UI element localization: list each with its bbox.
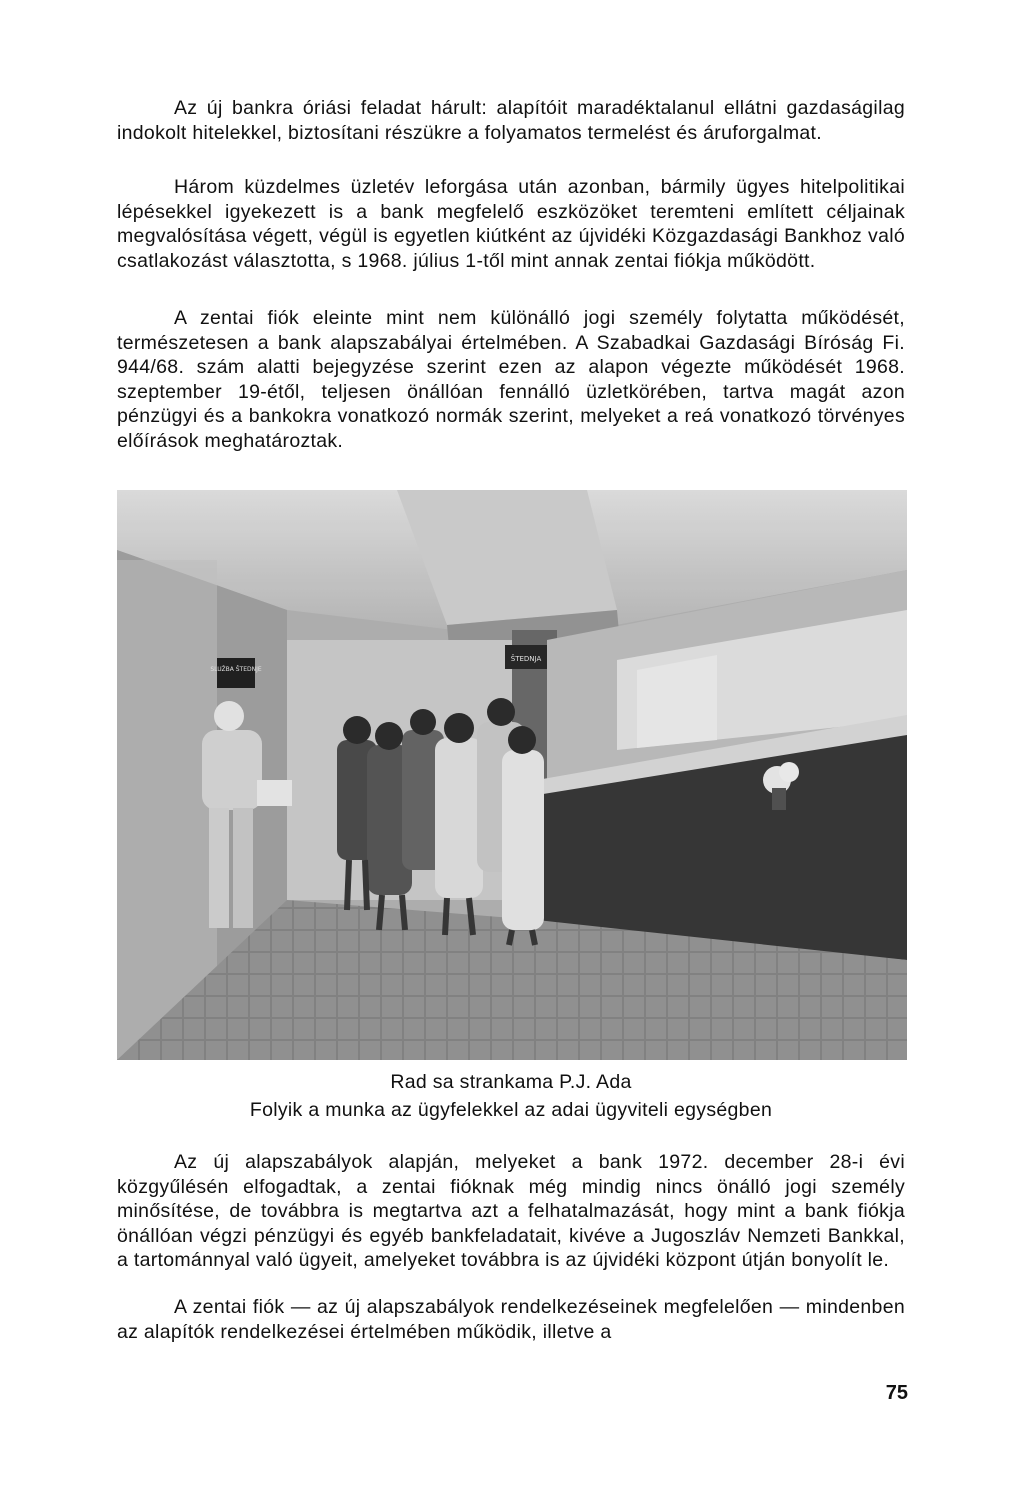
paragraph-2: Három küzdelmes üzletév leforgása után azonban, bármily ügyes hitelpolitikai lépésekkel igyekezett is a bank megfelelő eszközöket teremteni említett céljainak megvalósítása végett, végül is egyetlen kiútként az újvidéki Közgazdasági Bankhoz való csatlakozást választotta, s 1968. július 1-től mint annak zentai fiókja működött. [117, 176, 905, 272]
paragraph-3: A zentai fiók eleinte mint nem különálló jogi személy folytatta működését, természetesen a bank alapszabályai értelmében. A Szabadkai Gazdasági Bíróság Fi. 944/68. szám alatti bejegyzése szerint ezen az alapon végezte működését 1968. szeptember 19-étől, teljesen önállóan fennálló üzletkörében, tartva magát azon pénzügyi és a bankokra vonatkozó normák szerint, melyeket a reá vonatkozó törvényes előírások meghatároztak. [117, 307, 905, 452]
photo-caption-serbian: Rad sa strankama P.J. Ada [390, 1071, 632, 1093]
sign-left-text: SLUŽBA ŠTEDNJE [210, 666, 262, 673]
page-number: 75 [885, 1382, 908, 1404]
paragraph-4: Az új alapszabályok alapján, melyeket a bank 1972. december 28-i évi közgyűlésén elfogadtak, a zentai fióknak még mindig nincs önálló jogi személy minősítése, de továbbra is megtartva azt a felhatalmazását, hogy mint a bank fiókja önállóan végzi pénzügyi és egyéb bankfeladatait, kivéve a Jugoszláv Nemzeti Bankkal, a tartománnyal való ügyeit, amelyeket továbbra is az újvidéki központ útján bonyolít le. [117, 1151, 905, 1271]
bank-office-photo [117, 490, 907, 1060]
sign-center-text: ŠTEDNJA [510, 655, 542, 663]
paragraph-5: A zentai fiók — az új alapszabályok rendelkezéseinek megfelelően — mindenben az alapítók rendelkezései értelmében működik, illetve a [117, 1296, 905, 1343]
paragraph-1: Az új bankra óriási feladat hárult: alapítóit maradéktalanul ellátni gazdaságilag indokolt hitelekkel, biztosítani részükre a folyamatos termelést és áruforgalmat. [117, 97, 905, 144]
photo-caption-hungarian: Folyik a munka az ügyfelekkel az adai ügyviteli egységben [249, 1099, 773, 1121]
